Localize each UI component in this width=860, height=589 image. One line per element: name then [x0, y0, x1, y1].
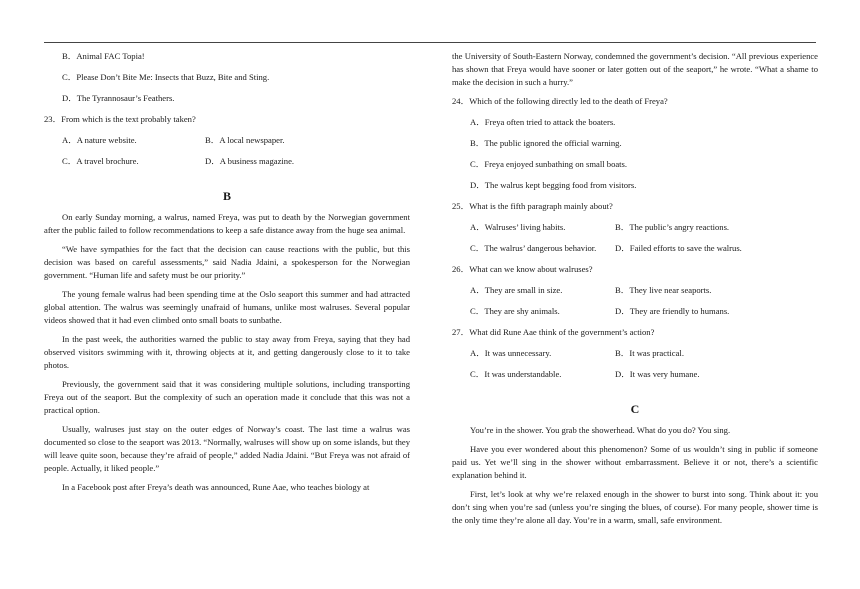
- option-c: C．They are shy animals.: [470, 306, 560, 316]
- question-23-options-row-1: [62, 134, 410, 147]
- question-23-options-row-2: [62, 155, 410, 168]
- passage-paragraph: In the past week, the authorities warned the public to stay away from Freya, saying that they had observed visitors swimming with it, throwing objects at it, and getting dangerously close to it to take photos.: [44, 334, 410, 370]
- passage-paragraph: The young female walrus had been spending time at the Oslo seaport this summer and had attracted global attention. The walrus was seemingly unafraid of humans, unlike most walruses. Several popular videos showed that it had even climbed onto small boats to sunbathe.: [44, 289, 410, 325]
- option-b: B．Animal FAC Topia!: [62, 51, 145, 61]
- question-26-options-row-2: [470, 305, 818, 318]
- question-26-options-row-1: [470, 284, 818, 297]
- left-column: [44, 50, 410, 500]
- option-b: B．It was practical.: [615, 348, 684, 358]
- header-rule: [44, 42, 816, 43]
- question-27-options-row-2: [470, 368, 818, 381]
- option-a: A．A nature website.: [62, 135, 137, 145]
- option-c: C．The walrus’ dangerous behavior.: [470, 243, 597, 253]
- passage-paragraph: Previously, the government said that it was considering multiple solutions, including transporting Freya out of the seaport. But the complexity of such an operation made it conclude that this was not a practical option.: [44, 379, 410, 415]
- option-d: D．The Tyrannosaur’s Feathers.: [62, 93, 175, 103]
- passage-paragraph: In a Facebook post after Freya’s death was announced, Rune Aae, who teaches biology at: [62, 482, 370, 492]
- option-a: A．Freya often tried to attack the boaters.: [470, 117, 616, 127]
- passage-paragraph: On early Sunday morning, a walrus, named Freya, was put to death by the Norwegian government after the public failed to follow recommendations to keep a safe distance away from the huge sea animal.: [44, 212, 410, 235]
- question-27-options-row-1: [470, 347, 818, 360]
- passage-paragraph: Usually, walruses just stay on the outer edges of Norway’s coast. The last time a walrus was documented so close to the seaport was 2013. “Normally, walruses will show up on some islands, but they will leave quite soon, because they’re afraid of people,” added Nadia Jdaini. “But Freya was not afraid of people. Actually, it liked people.”: [44, 424, 410, 473]
- passage-paragraph: “We have sympathies for the fact that the decision can cause reactions with the public, but this decision was based on careful assessments,” said Nadia Jdaini, a spokesperson for the Norwegian government. “Human life and safety must be our priority.”: [44, 244, 410, 280]
- option-c: C．Freya enjoyed sunbathing on small boats.: [470, 159, 628, 169]
- option-c: C．It was understandable.: [470, 369, 562, 379]
- question-23: 23．From which is the text probably taken?: [44, 114, 196, 124]
- passage-paragraph: First, let’s look at why we’re relaxed enough in the shower to burst into song. Think about it: you don’t sing when you’re sad (unless you’re singing the blues, of course). For many people, shower time is the only time they’re alone all day. You’re in a warm, small, safe environment.: [452, 489, 818, 525]
- option-a: A．Walruses’ living habits.: [470, 222, 566, 232]
- question-24: 24．Which of the following directly led to the death of Freya?: [452, 96, 668, 106]
- passage-continuation: the University of South-Eastern Norway, condemned the government’s decision. “All previous experience has shown that Freya would have sooner or later gotten out of the seaport,” he wrote. “What a shame to make the decision in such a hurry.”: [452, 51, 818, 87]
- option-a: A．They are small in size.: [470, 285, 563, 295]
- right-column: [452, 50, 818, 533]
- option-b: B．A local newspaper.: [205, 135, 285, 145]
- option-b: B．The public’s angry reactions.: [615, 222, 730, 232]
- passage-paragraph: Have you ever wondered about this phenomenon? Some of us wouldn’t sing in public if someone paid us. Yet we’ll sing in the shower without embarrassment. Believe it or not, there’s a scientific explanation behind it.: [452, 444, 818, 480]
- question-25-options-row-1: [470, 221, 818, 234]
- question-27: 27．What did Rune Aae think of the government’s action?: [452, 327, 655, 337]
- option-c: C．A travel brochure.: [62, 156, 139, 166]
- question-25: 25．What is the fifth paragraph mainly about?: [452, 201, 613, 211]
- section-b-title: B: [222, 189, 231, 203]
- option-a: A．It was unnecessary.: [470, 348, 552, 358]
- option-d: D．Failed efforts to save the walrus.: [615, 243, 742, 253]
- option-b: B．They live near seaports.: [615, 285, 712, 295]
- option-d: D．A business magazine.: [205, 156, 295, 166]
- option-d: D．They are friendly to humans.: [615, 306, 730, 316]
- option-d: D．The walrus kept begging food from visitors.: [470, 180, 637, 190]
- section-c-title: C: [630, 402, 640, 416]
- option-d: D．It was very humane.: [615, 369, 700, 379]
- option-c: C．Please Don’t Bite Me: Insects that Buzz, Bite and Sting.: [62, 72, 270, 82]
- passage-paragraph: You’re in the shower. You grab the showerhead. What do you do? You sing.: [470, 425, 731, 435]
- question-26: 26．What can we know about walruses?: [452, 264, 593, 274]
- question-25-options-row-2: [470, 242, 818, 255]
- option-b: B．The public ignored the official warning.: [470, 138, 622, 148]
